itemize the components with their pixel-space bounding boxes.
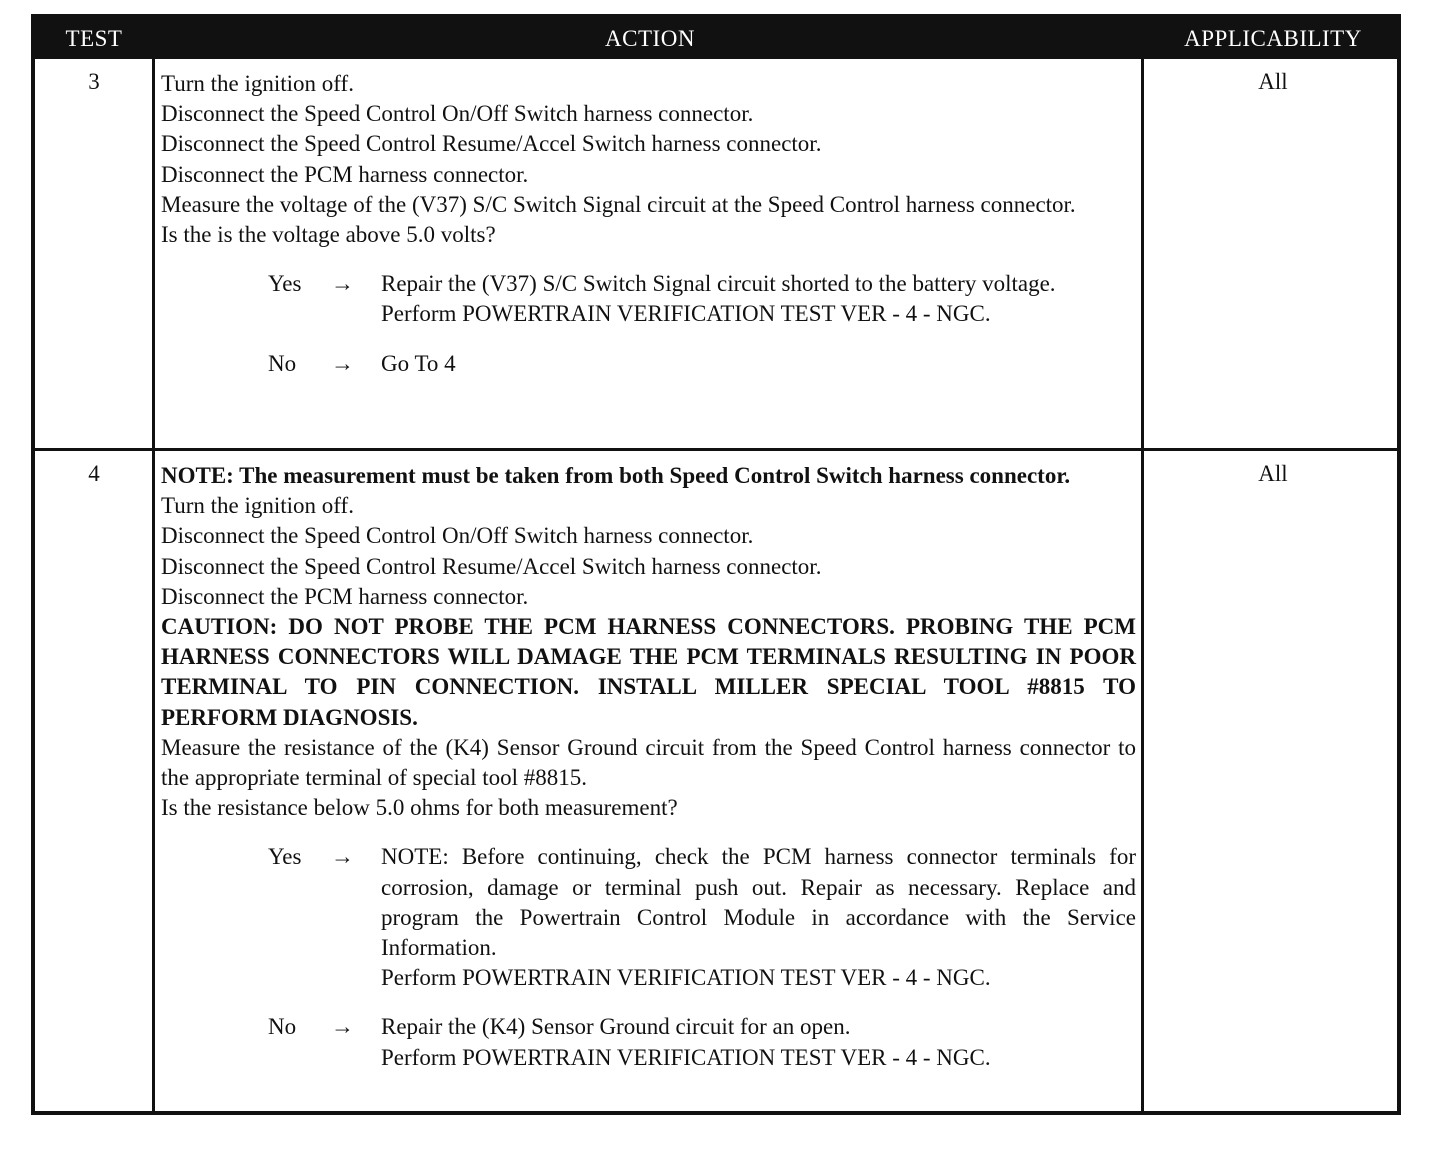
action-line: Disconnect the Speed Control On/Off Switch harness connector. bbox=[161, 523, 754, 549]
outcome-no-text bbox=[381, 349, 1136, 379]
action-line: Disconnect the Speed Control Resume/Accel Switch harness connector. bbox=[161, 553, 822, 579]
arrow-right-icon: → bbox=[331, 844, 354, 870]
outcome-yes bbox=[161, 269, 1136, 329]
action-line: Disconnect the Speed Control On/Off Switch harness connector. bbox=[161, 101, 754, 127]
outcome-yes-label: Yes bbox=[268, 271, 302, 297]
action-line: Is the resistance below 5.0 ohms for both measurement? bbox=[161, 795, 678, 821]
step-number: 3 bbox=[88, 69, 100, 94]
caution-text: CAUTION: DO NOT PROBE THE PCM HARNESS CONNECTORS. PROBING THE PCM HARNESS CONNECTORS WILL DAMAGE THE PCM TERMINALS RESULTING IN POOR TERMINAL TO PIN CONNECTION. INSTALL MILLER SPECIAL TOOL #8815 TO PERFORM DIAGNOSIS. bbox=[161, 614, 1136, 730]
action-line: Disconnect the PCM harness connector. bbox=[161, 583, 529, 609]
action-line: Disconnect the Speed Control Resume/Accel Switch harness connector. bbox=[161, 131, 822, 157]
outcome-line: Perform POWERTRAIN VERIFICATION TEST VER - 4 - NGC. bbox=[381, 1044, 991, 1070]
header-test: TEST bbox=[65, 26, 123, 51]
outcome-line: Repair the (V37) S/C Switch Signal circuit shorted to the battery voltage. bbox=[381, 271, 1056, 297]
arrow-right-icon: → bbox=[331, 350, 354, 376]
action-line: Turn the ignition off. bbox=[161, 71, 354, 96]
arrow-right-icon: → bbox=[331, 1014, 354, 1040]
action-line: Measure the voltage of the (V37) S/C Switch Signal circuit at the Speed Control harness connector. bbox=[161, 191, 1076, 217]
outcome-no bbox=[161, 349, 1136, 379]
outcome-no-label: No bbox=[268, 1014, 297, 1040]
outcome-yes-text bbox=[381, 269, 1136, 329]
outcome-yes bbox=[161, 842, 1136, 993]
outcome-line: Perform POWERTRAIN VERIFICATION TEST VER - 4 - NGC. bbox=[381, 301, 991, 327]
outcome-yes-text bbox=[381, 842, 1136, 993]
outcome-no bbox=[161, 1012, 1136, 1072]
outcome-no-text bbox=[381, 1012, 1136, 1072]
action-line: Turn the ignition off. bbox=[161, 493, 354, 519]
action-line: Is the is the voltage above 5.0 volts? bbox=[161, 222, 496, 248]
step-action bbox=[161, 69, 1136, 379]
outcome-yes-label: Yes bbox=[268, 844, 302, 870]
outcome-line: NOTE: Before continuing, check the PCM harness connector terminals for corrosion, damage or terminal push out. Repair as necessary. Replace and program the Powertrain Control Module in accordance with the Service Information. bbox=[381, 844, 1136, 961]
arrow-right-icon: → bbox=[331, 271, 354, 297]
step-applicability: All bbox=[1258, 69, 1288, 94]
action-line: Measure the resistance of the (K4) Sensor Ground circuit from the Speed Control harness connector to the appropriate terminal of special tool #8815. bbox=[161, 734, 1136, 791]
table-header bbox=[35, 18, 1397, 59]
step-applicability: All bbox=[1258, 461, 1288, 486]
note-text: NOTE: The measurement must be taken from both Speed Control Switch harness connector. bbox=[161, 463, 1071, 488]
action-line: Disconnect the PCM harness connector. bbox=[161, 161, 529, 187]
diagnostic-table bbox=[31, 14, 1401, 1115]
outcome-line: Repair the (K4) Sensor Ground circuit for an open. bbox=[381, 1014, 851, 1040]
outcome-line: Go To 4 bbox=[381, 350, 456, 376]
header-applicability: APPLICABILITY bbox=[1184, 26, 1362, 51]
outcome-line: Perform POWERTRAIN VERIFICATION TEST VER - 4 - NGC. bbox=[381, 965, 991, 991]
header-action: ACTION bbox=[605, 26, 695, 51]
table-row-step-4 bbox=[35, 451, 1397, 1111]
step-number: 4 bbox=[88, 461, 100, 486]
outcome-no-label: No bbox=[268, 350, 297, 376]
table-row-step-3 bbox=[35, 59, 1397, 449]
step-action bbox=[161, 461, 1136, 1073]
